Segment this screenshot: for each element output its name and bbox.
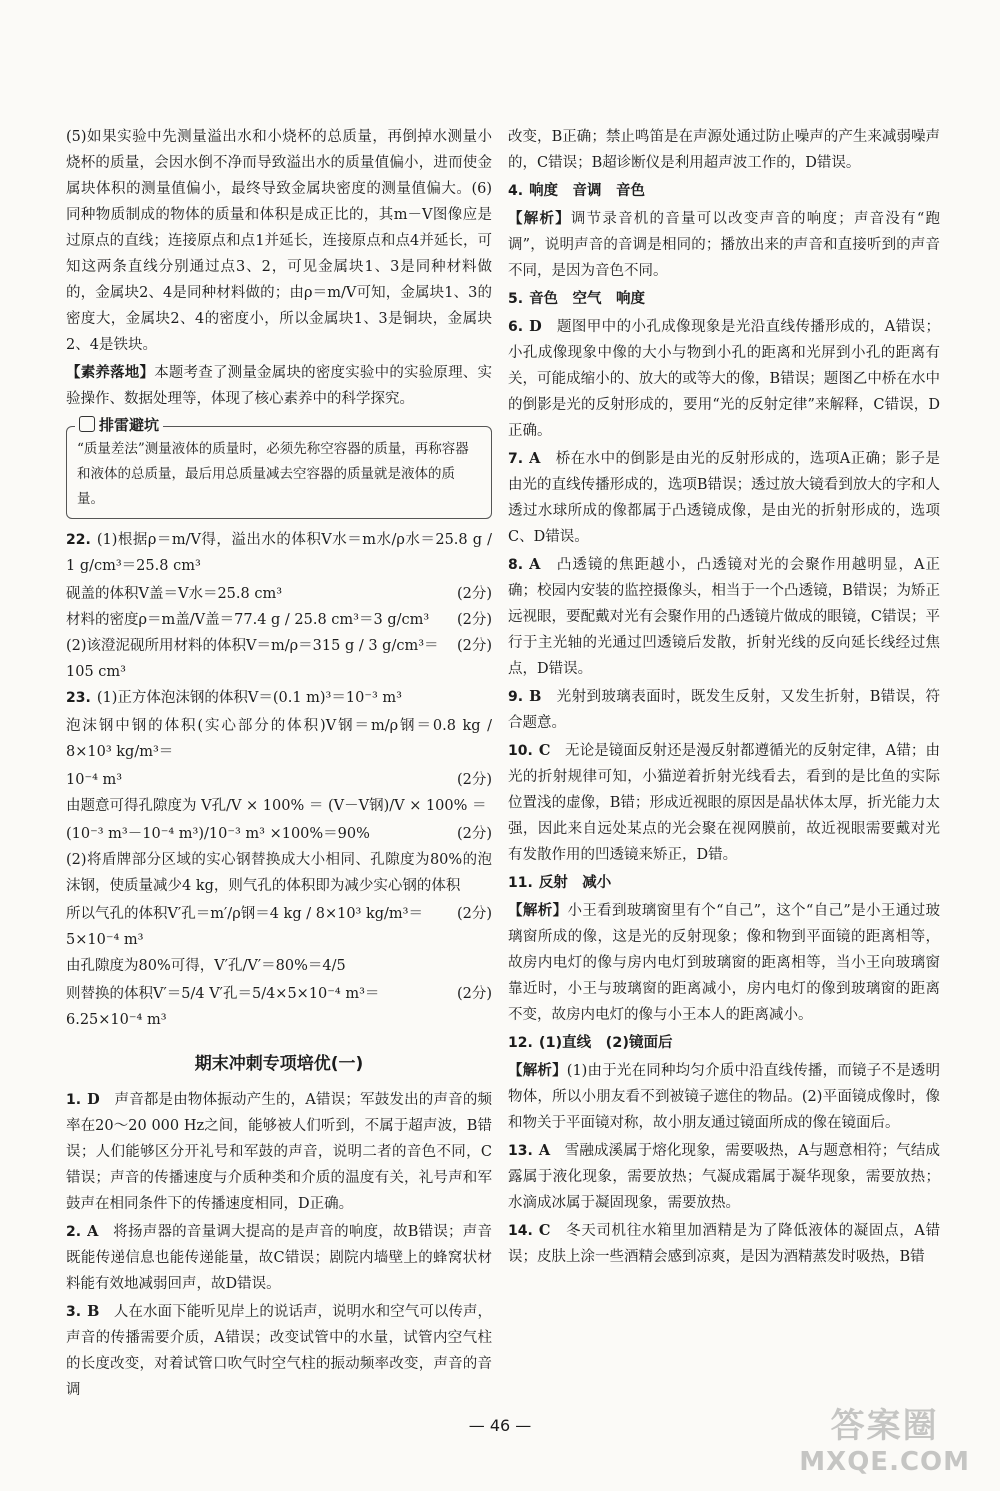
q4-item [508,178,940,204]
q7-text: 桥在水中的倒影是由光的反射形成的，选项A正确；影子是由光的直线传播形成的，选项B错误；透过放大镜看到放大的字和人透过水球所成的像都属于凸透镜成像，是由光的折射形成的，选项C、D错误。 [508,451,940,545]
pitfall-title-text: 排雷避坑 [99,416,160,434]
q23-points3: (2分) [456,772,492,788]
q23-line9: 则替换的体积V′＝5/4 V′孔＝5/4×5×10⁻⁴ m³＝6.25×10⁻⁴ m³ [66,986,380,1028]
q11-item [508,870,940,896]
q10-item [508,738,940,868]
q23-line4: 由题意可得孔隙度为 V孔/V × 100% ＝ (V－V钢)/V × 100% ＝ [66,798,487,814]
q3-text: 人在水面下能听见岸上的说话声，说明水和空气可以传声，声音的传播需要介质，A错误；改变试管中的水量，试管内空气柱的长度改变，对着试管口吹气时空气柱的振动频率改变，声音的音调 [66,1304,493,1398]
q13-item [508,1138,940,1216]
q8-text: 凸透镜的焦距越小，凸透镜对光的会聚作用越明显，A正确；校园内安装的监控摄像头，相当于一个凸透镜，B错误；为矫正远视眼，要配戴对光有会聚作用的凸透镜片做成的眼镜，C错误；平行于主光轴的光通过凹透镜后发散，折射光线的反向延长线经过焦点，D错误。 [508,557,940,677]
q11-number: 11. [508,875,533,891]
q3-answer: B [87,1303,100,1320]
q22-line1: (1)根据ρ＝m/V得，溢出水的体积V水＝m水/ρ水＝25.8 g / 1 g/cm³＝25.8 cm³ [66,532,492,574]
q3-continued: 改变，B正确；禁止鸣笛是在声源处通过防止噪声的产生来减弱噪声的，C错误；B超诊断仪是利用超声波工作的，D错误。 [508,129,940,171]
q11-answer: 反射 减小 [538,875,612,891]
q12-analysis-tag: 【解析】 [508,1062,567,1079]
watermark-logo [799,1398,970,1477]
q2-text: 将扬声器的音量调大提高的是声音的响度，故B错误；声音既能传递信息也能传递能量，故C错误；剧院内墙壁上的蜂窝状材料能有效地减弱回声，故D错误。 [66,1224,493,1292]
q1-answer: D [87,1091,100,1108]
section-title: 期末冲刺专项培优(一) [194,1054,364,1074]
q23-number: 23. [66,690,91,706]
q22-line4: (2)该澄泥砚所用材料的体积V＝m/ρ＝315 g / 3 g/cm³＝105 cm³ [66,638,439,680]
q8-number: 8. [508,557,524,573]
literacy-text: 本题考查了测量金属块的密度实验中的实验原理、实验操作、数据处理等，体现了核心素养中的科学探究。 [66,365,493,407]
q2-answer: A [87,1223,99,1240]
q7-item [508,446,940,550]
watermark-line1: 答案圈 [830,1406,939,1446]
q1-number: 1. [66,1092,82,1108]
q22-line3: 材料的密度ρ＝m盖/V盖＝77.4 g / 25.8 cm³＝3 g/cm³ [66,612,430,628]
q12-answer: (1)直线 (2)镜面后 [538,1035,673,1051]
q8-answer: A [529,556,541,573]
q23-line8: 由孔隙度为80%可得，V′孔/V′＝80%＝4/5 [66,958,346,974]
q22-line2: 砚盖的体积V盖＝V水＝25.8 cm³ [66,586,283,602]
literacy-tag: 【素养落地】 [66,364,155,381]
q6-item [508,314,940,444]
pitfall-box [66,416,492,519]
q23-line3: 10⁻⁴ m³ [66,772,123,788]
q22-number: 22. [66,532,91,548]
q9-text: 光射到玻璃表面时，既发生反射，又发生折射，B错误，符合题意。 [508,689,941,731]
q4-analysis-text: 调节录音机的音量可以改变声音的响度；声音没有“跑调”，说明声音的音调是相同的；播放出来的声音和直接听到的声音不同，是因为音色不同。 [508,211,940,279]
right-column [508,124,940,1272]
q23-line1: (1)正方体泡沫钢的体积V＝(0.1 m)³＝10⁻³ m³ [96,690,402,706]
q14-answer: C [538,1222,551,1239]
q23-block [66,685,492,1033]
q23-line7: 所以气孔的体积V′孔＝m′/ρ钢＝4 kg / 8×10³ kg/m³＝5×10⁻⁴ m³ [66,906,423,948]
q13-number: 13. [508,1143,533,1159]
q22-points2: (2分) [456,586,492,602]
q4-analysis [508,206,940,284]
q10-number: 10. [508,743,533,759]
q23-line5: (10⁻³ m³－10⁻⁴ m³)/10⁻³ m³ ×100%＝90% [66,826,370,842]
q11-analysis-tag: 【解析】 [508,902,568,919]
q12-number: 12. [508,1035,533,1051]
q6-answer: D [529,318,542,335]
q7-answer: A [529,450,541,467]
page-number: — 46 — [468,1416,532,1435]
pitfall-text: “质量差法”测量液体的质量时，必须先称空容器的质量，再称容器和液体的总质量，最后用总质量减去空容器的质量就是液体的质量。 [77,441,469,507]
q21-part5-6: (5)如果实验中先测量溢出水和小烧杯的总质量，再倒掉水测量小烧杯的质量，会因水倒不净而导致溢出水的质量值偏小，进而使金属块体积的测量值偏小，最终导致金属块密度的测量值偏大。(6)同种物质制成的物体的质量和体积是成正比的，其m－V图像应是过原点的直线；连接原点和点1并延长，连接原点和点4并延长，可知这两条直线分别通过点3、2，可见金属块1、3是同种材料做的，金属块2、4是同种材料做的；由ρ＝m/V可知，金属块1、3的密度大，金属块2、4的密度小，所以金属块1、3是铜块，金属块2、4是铁块。 [66,129,492,353]
q1-item [66,1087,492,1217]
q13-text: 雪融成溪属于熔化现象，需要吸热，A与题意相符；气结成露属于液化现象，需要放热；气凝成霜属于凝华现象，需要放热；水滴成冰属于凝固现象，需要放热。 [508,1143,940,1211]
left-column [66,124,492,1405]
q14-text: 冬天司机往水箱里加酒精是为了降低液体的凝固点，A错误；皮肤上涂一些酒精会感到凉爽，是因为酒精蒸发时吸热，B错 [508,1223,940,1265]
q12-analysis [508,1058,940,1136]
q9-answer: B [529,688,542,705]
q10-text: 无论是镜面反射还是漫反射都遵循光的反射定律，A错；由光的折射规律可知，小猫逆着折射光线看去，看到的是比鱼的实际位置浅的虚像，B错；形成近视眼的原因是晶状体太厚，折光能力太强，因此来自远处某点的光会聚在视网膜前，故近视眼需要戴对光有发散作用的凹透镜来矫正，D错。 [508,743,940,863]
q6-number: 6. [508,319,524,335]
q23-points7: (2分) [456,906,492,922]
q23-points9: (2分) [456,986,492,1002]
q6-text: 题图甲中的小孔成像现象是光沿直线传播形成的，A错误；小孔成像现象中像的大小与物到小孔的距离和光屏到小孔的距离有关，可能成缩小的、放大的或等大的像，B错误；题图乙中桥在水中的倒影是光的反射形成的，要用“光的反射定律”来解释，C错误，D正确。 [508,319,940,439]
q2-item [66,1219,492,1297]
q9-item [508,684,940,736]
q12-item [508,1030,940,1056]
q9-number: 9. [508,689,524,705]
q13-answer: A [538,1142,551,1159]
q23-line6: (2)将盾牌部分区域的实心钢替换成大小相同、孔隙度为80%的泡沫钢，使质量减少4 kg，则气孔的体积即为减少实心钢的体积 [66,852,492,894]
literacy-note [66,360,492,412]
q7-number: 7. [508,451,524,467]
q4-number: 4. [508,183,524,199]
q22-points3: (2分) [456,612,492,628]
q5-item [508,286,940,312]
q11-analysis-text: 小王看到玻璃窗里有个“自己”，这个“自己”是小王通过玻璃窗所成的像，这是光的反射现象；像和物到平面镜的距离相等，故房内电灯的像与房内电灯到玻璃窗的距离相等，当小王向玻璃窗靠近时，小王与玻璃窗的距离减小，房内电灯的像到玻璃窗的距离不变，故房内电灯的像与小王本人的距离减小。 [508,903,941,1023]
q10-answer: C [538,742,551,759]
q3-number: 3. [66,1304,82,1320]
q23-points5: (2分) [456,826,492,842]
pitfall-box-title [75,413,163,438]
q14-item [508,1218,940,1270]
q12-analysis-text: (1)由于光在同种均匀介质中沿直线传播，而镜子不是透明物体，所以小朋友看不到被镜子遮住的物品。(2)平面镜成像时，像和物关于平面镜对称，故小朋友通过镜面所成的像在镜面后。 [508,1063,940,1131]
q14-number: 14. [508,1223,533,1239]
q4-analysis-tag: 【解析】 [508,210,571,227]
q3-item [66,1299,492,1403]
q5-number: 5. [508,291,524,307]
q5-answer: 音色 空气 响度 [529,291,646,307]
q1-text: 声音都是由物体振动产生的，A错误；军鼓发出的声音的频率在20～20 000 Hz之间，能够被人们听到，不属于超声波，B错误；人们能够区分开礼号和军鼓的声音，说明二者的音色不同，C错误；声音的传播速度与介质种类和介质的温度有关，礼号声和军鼓声在相同条件下的传播速度相同，D正确。 [66,1092,492,1212]
q22-block [66,527,492,685]
warning-icon [79,416,95,432]
q4-answer: 响度 音调 音色 [529,183,646,199]
watermark-line2: MXQE.COM [799,1447,970,1477]
q11-analysis [508,898,940,1028]
q2-number: 2. [66,1224,82,1240]
q23-line2: 泡沫钢中钢的体积(实心部分的体积)V钢＝m/ρ钢＝0.8 kg / 8×10³ kg/m³＝ [66,718,492,760]
q22-points4: (2分) [456,638,492,654]
q8-item [508,552,940,682]
